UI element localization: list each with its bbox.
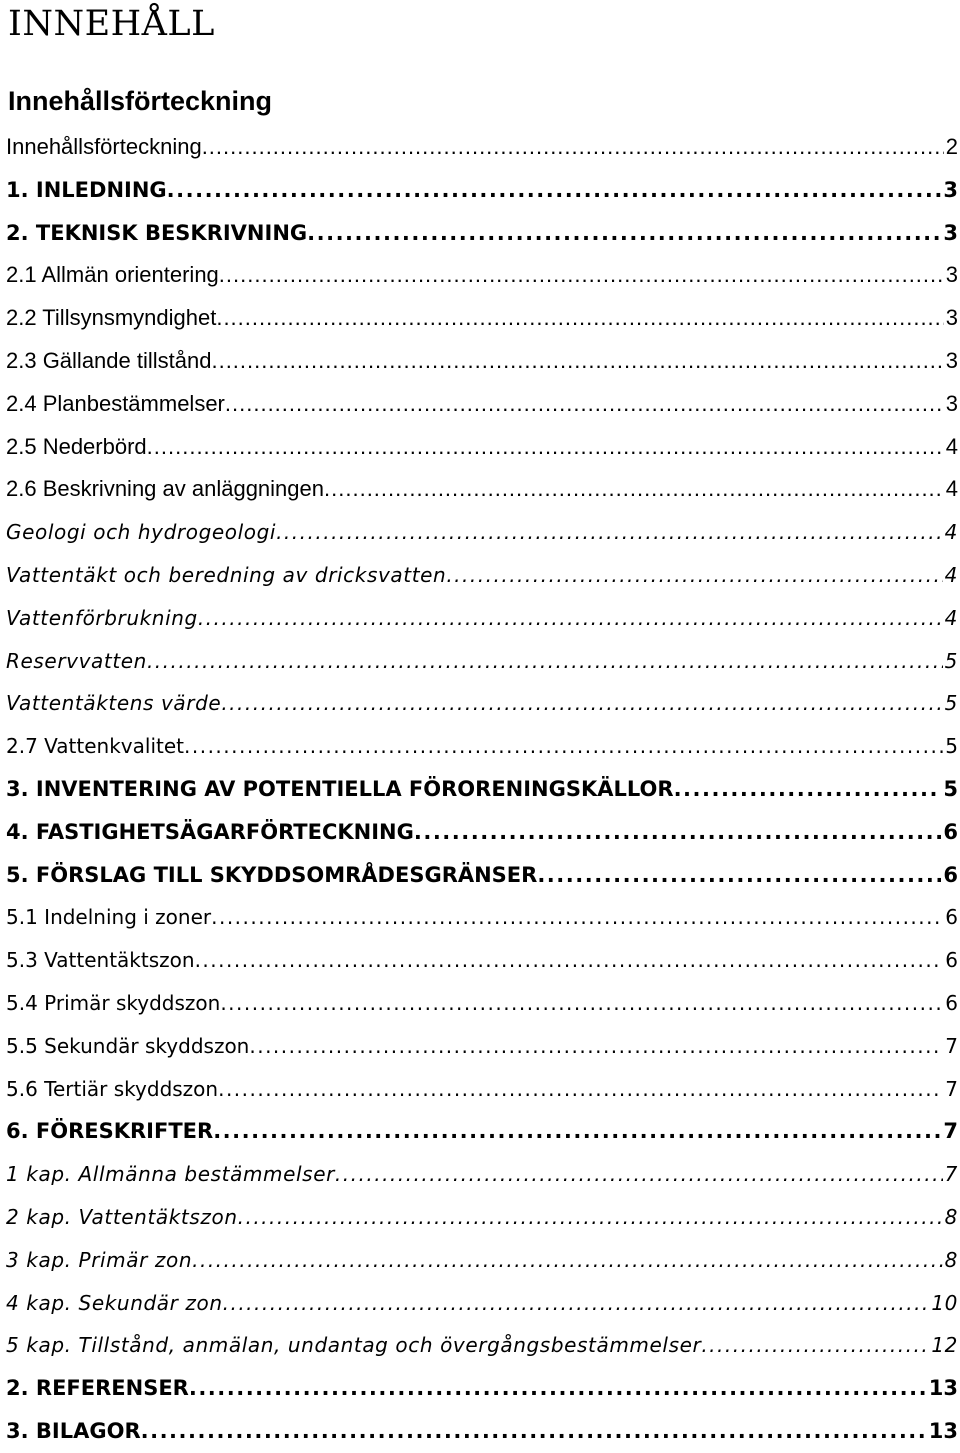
toc-entry[interactable]: [6, 340, 958, 383]
toc-entry[interactable]: [6, 682, 958, 725]
dot-leader: [446, 554, 942, 597]
toc-entry-page-number: 3: [945, 390, 958, 416]
toc-entry-page-number: 8: [944, 1204, 958, 1229]
dot-leader: [223, 1282, 930, 1325]
toc-entry-page-number: 5: [944, 648, 958, 673]
toc-entry-label: 4 kap. Sekundär zon: [6, 1290, 223, 1315]
dot-leader: [198, 597, 943, 640]
toc-entry-label: 3. BILAGOR: [6, 1418, 141, 1443]
toc-entry[interactable]: [6, 1282, 958, 1325]
toc-entry-label: Vattentäktens värde: [6, 691, 222, 716]
toc-entry-label: 2.3 Gällande tillstånd: [6, 347, 212, 373]
toc-entry-page-number: 6: [945, 948, 958, 973]
dot-leader: [219, 254, 944, 297]
toc-entry-label: Vattentäkt och beredning av dricksvatten: [6, 562, 447, 587]
toc-entry[interactable]: [6, 468, 958, 511]
toc-entry-page-number: 3: [945, 347, 958, 373]
toc-entry-label: 6. FÖRESKRIFTER: [6, 1119, 214, 1144]
toc-entry-page-number: 4: [945, 476, 958, 502]
toc-entry-label: 2.5 Nederbörd: [6, 433, 147, 459]
toc-entry[interactable]: [6, 554, 958, 597]
toc-entry[interactable]: [6, 383, 958, 426]
toc-entry-label: 2.6 Beskrivning av anläggningen: [6, 476, 325, 502]
toc-entry-page-number: 7: [945, 1076, 958, 1101]
dot-leader: [225, 383, 944, 426]
toc-entry-label: 5.6 Tertiär skyddszon: [6, 1076, 219, 1101]
toc-entry-page-number: 3: [943, 220, 958, 245]
page-title: INNEHÅLL: [8, 4, 215, 44]
toc-entry[interactable]: [6, 254, 958, 297]
toc-entry-label: 1 kap. Allmänna bestämmelser: [6, 1162, 335, 1187]
toc-entry-label: 4. FASTIGHETSÄGARFÖRTECKNING: [6, 819, 414, 844]
toc-entry-label: 5.5 Sekundär skyddszon: [6, 1033, 250, 1058]
dot-leader: [195, 939, 944, 982]
toc-entry-page-number: 13: [928, 1376, 958, 1401]
dot-leader: [276, 511, 943, 554]
dot-leader: [141, 1410, 927, 1453]
toc-entry[interactable]: [6, 597, 958, 640]
dot-leader: [238, 1196, 943, 1239]
toc-entry[interactable]: [6, 1196, 958, 1239]
dot-leader: [218, 1068, 943, 1111]
dot-leader: [701, 1324, 929, 1367]
toc-entry[interactable]: [6, 939, 958, 982]
dot-leader: [221, 682, 942, 725]
toc-entry[interactable]: [6, 1324, 958, 1367]
toc-heading: Innehållsförteckning: [8, 86, 273, 116]
toc-entry[interactable]: [6, 126, 958, 169]
dot-leader: [674, 768, 942, 811]
toc-entry-label: 2.7 Vattenkvalitet: [6, 734, 184, 759]
toc-entry-page-number: 4: [944, 520, 958, 545]
toc-entry-label: 3 kap. Primär zon: [6, 1247, 193, 1272]
dot-leader: [220, 982, 943, 1025]
toc-entry-page-number: 7: [945, 1033, 958, 1058]
dot-leader: [216, 297, 943, 340]
table-of-contents: [6, 126, 958, 1453]
toc-entry-label: 3. INVENTERING AV POTENTIELLA FÖRORENINGSKÄLLOR: [6, 776, 674, 801]
toc-entry-page-number: 2: [945, 134, 958, 159]
dot-leader: [192, 1239, 943, 1282]
toc-entry-label: Reservvatten: [6, 648, 147, 673]
toc-entry-page-number: 6: [945, 990, 958, 1015]
toc-entry-page-number: 7: [944, 1162, 958, 1187]
dot-leader: [414, 811, 942, 854]
toc-entry[interactable]: [6, 640, 958, 683]
toc-entry-label: 1. INLEDNING: [6, 177, 167, 202]
toc-entry-page-number: 5: [945, 734, 958, 759]
dot-leader: [147, 640, 943, 683]
dot-leader: [167, 169, 942, 212]
toc-entry-page-number: 6: [945, 905, 958, 930]
toc-entry[interactable]: [6, 725, 958, 768]
toc-entry-label: 5. FÖRSLAG TILL SKYDDSOMRÅDESGRÄNSER: [6, 862, 538, 887]
toc-entry-page-number: 3: [943, 177, 958, 202]
toc-entry[interactable]: [6, 1025, 958, 1068]
toc-entry-label: 5.1 Indelning i zoner: [6, 905, 212, 930]
toc-entry-page-number: 5: [943, 776, 958, 801]
toc-entry[interactable]: [6, 511, 958, 554]
dot-leader: [184, 725, 943, 768]
toc-entry-label: Geologi och hydrogeologi: [6, 520, 277, 545]
dot-leader: [202, 126, 944, 169]
toc-entry-page-number: 4: [944, 605, 958, 630]
toc-entry-page-number: 6: [943, 819, 958, 844]
toc-entry[interactable]: [6, 982, 958, 1025]
toc-entry-label: 2. TEKNISK BESKRIVNING: [6, 220, 308, 245]
toc-entry-page-number: 3: [945, 305, 958, 331]
toc-entry[interactable]: [6, 426, 958, 469]
dot-leader: [213, 1110, 941, 1153]
dot-leader: [335, 1153, 943, 1196]
toc-entry-label: 5.3 Vattentäktszon: [6, 948, 195, 973]
toc-entry-page-number: 4: [944, 562, 958, 587]
toc-entry-page-number: 6: [943, 862, 958, 887]
dot-leader: [307, 212, 941, 255]
toc-entry-page-number: 12: [931, 1333, 958, 1358]
toc-entry-label: 2.2 Tillsynsmyndighet: [6, 305, 217, 331]
dot-leader: [147, 426, 944, 469]
toc-entry[interactable]: [6, 297, 958, 340]
dot-leader: [249, 1025, 943, 1068]
toc-entry[interactable]: [6, 768, 958, 811]
toc-entry[interactable]: [6, 1367, 958, 1410]
toc-entry[interactable]: [6, 212, 958, 255]
toc-entry[interactable]: [6, 854, 958, 897]
toc-entry-page-number: 8: [944, 1247, 958, 1272]
toc-entry[interactable]: [6, 1410, 958, 1453]
toc-entry-label: Vattenförbrukning: [6, 605, 198, 630]
dot-leader: [324, 468, 944, 511]
toc-entry[interactable]: [6, 896, 958, 939]
toc-entry[interactable]: [6, 1068, 958, 1111]
toc-entry[interactable]: [6, 811, 958, 854]
dot-leader: [211, 340, 943, 383]
dot-leader: [211, 896, 943, 939]
toc-entry-label: 5.4 Primär skyddszon: [6, 990, 221, 1015]
toc-entry-page-number: 5: [944, 691, 958, 716]
toc-entry-page-number: 4: [945, 433, 958, 459]
toc-entry[interactable]: [6, 1110, 958, 1153]
toc-entry-page-number: 10: [931, 1290, 958, 1315]
toc-entry-label: 5 kap. Tillstånd, anmälan, undantag och övergångsbestämmelser: [6, 1333, 702, 1358]
dot-leader: [189, 1367, 927, 1410]
toc-entry[interactable]: [6, 1239, 958, 1282]
toc-entry-page-number: 3: [945, 262, 958, 288]
toc-entry-label: 2.1 Allmän orientering: [6, 262, 219, 288]
toc-entry-label: 2. REFERENSER: [6, 1376, 189, 1401]
toc-entry-page-number: 7: [943, 1119, 958, 1144]
toc-entry-label: 2.4 Planbestämmelser: [6, 390, 225, 416]
toc-entry-label: Innehållsförteckning: [6, 134, 202, 159]
toc-entry-page-number: 13: [928, 1418, 958, 1443]
toc-entry-label: 2 kap. Vattentäktszon: [6, 1204, 238, 1229]
toc-entry[interactable]: [6, 1153, 958, 1196]
toc-entry[interactable]: [6, 169, 958, 212]
dot-leader: [537, 854, 941, 897]
